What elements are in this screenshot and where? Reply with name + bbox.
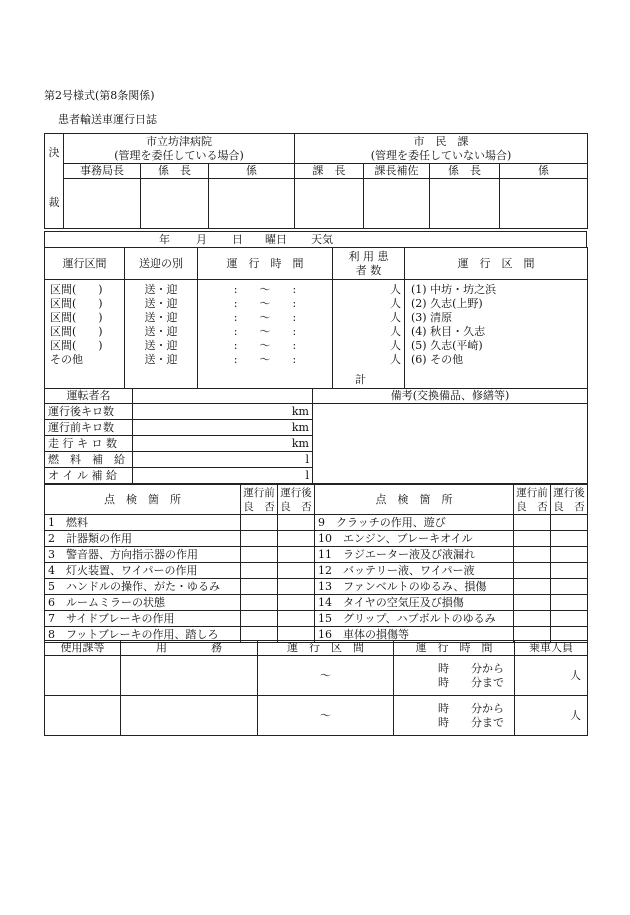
inspection-item: 11 ラジエーター液及び液漏れ bbox=[315, 547, 514, 563]
inspection-item: 1 燃料 bbox=[45, 515, 241, 531]
check-cell[interactable] bbox=[241, 547, 278, 563]
check-cell[interactable] bbox=[278, 531, 315, 547]
before-label: 運行前 bbox=[243, 486, 275, 499]
month-label: 月 bbox=[196, 233, 207, 246]
usage-time-to: 時 分まで bbox=[438, 675, 504, 689]
trip-unit: 人 bbox=[390, 353, 401, 366]
trip-time: : 〜 : bbox=[233, 325, 297, 338]
approval-table bbox=[44, 133, 588, 229]
usage-header-time: 運 行 時 間 bbox=[394, 641, 515, 656]
km-before-label: 運行前キロ数 bbox=[45, 420, 133, 436]
usage-dept-field[interactable] bbox=[45, 656, 121, 696]
usage-time-field[interactable] bbox=[394, 696, 515, 736]
check-cell[interactable] bbox=[241, 579, 278, 595]
route-option: (6) その他 bbox=[411, 353, 464, 366]
trips-patients-col[interactable] bbox=[333, 280, 405, 389]
role-cell: 事務局長 bbox=[64, 164, 141, 179]
trip-time: : 〜 : bbox=[233, 297, 297, 310]
trip-time: : 〜 : bbox=[233, 283, 297, 296]
ketsu-label: 決 bbox=[48, 146, 60, 159]
km-after-field[interactable]: km bbox=[133, 404, 313, 420]
inspection-header-left: 点 検 箇 所 bbox=[45, 485, 241, 515]
check-cell[interactable] bbox=[514, 579, 551, 595]
trip-unit: 人 bbox=[390, 339, 401, 352]
city-header bbox=[295, 134, 588, 164]
trip-unit: 人 bbox=[390, 283, 401, 296]
before-header-right bbox=[514, 485, 551, 515]
hospital-name: 市立坊津病院 bbox=[146, 134, 212, 148]
trips-route-col bbox=[405, 280, 588, 389]
check-cell[interactable] bbox=[278, 579, 315, 595]
before-label: 運行前 bbox=[516, 486, 548, 499]
trip-pickup: 送・迎 bbox=[144, 283, 178, 296]
remarks-label: 備考(交換備品、修繕等) bbox=[313, 389, 588, 404]
trip-section: 区間( ) bbox=[50, 325, 103, 338]
trip-section: 区間( ) bbox=[50, 311, 103, 324]
inspection-item: 6 ルームミラーの状態 bbox=[45, 595, 241, 611]
trip-section: 区間( ) bbox=[50, 297, 103, 310]
city-note: (管理を委任していない場合) bbox=[370, 148, 512, 162]
good-bad-label: 良 否 bbox=[553, 500, 585, 513]
role-cell: 課 長 bbox=[295, 164, 364, 179]
trip-pickup: 送・迎 bbox=[144, 325, 178, 338]
inspection-item: 8 フットブレーキの作用、踏しろ bbox=[45, 627, 241, 643]
check-cell[interactable] bbox=[241, 611, 278, 627]
date-weather-row[interactable] bbox=[45, 232, 587, 248]
trips-table bbox=[44, 247, 588, 389]
seal-box[interactable] bbox=[295, 179, 364, 229]
check-cell[interactable] bbox=[278, 563, 315, 579]
route-option: (3) 清原 bbox=[411, 311, 453, 324]
inspection-item: 2 計器類の作用 bbox=[45, 531, 241, 547]
oil-field[interactable]: l bbox=[133, 468, 313, 484]
trips-header-section: 運行区間 bbox=[45, 248, 125, 280]
good-bad-label: 良 否 bbox=[243, 500, 275, 513]
driver-name-field[interactable] bbox=[133, 389, 313, 404]
usage-purpose-field[interactable] bbox=[121, 656, 258, 696]
check-cell[interactable] bbox=[551, 563, 588, 579]
form-number: 第2号様式(第8条関係) bbox=[44, 89, 155, 102]
check-cell[interactable] bbox=[278, 595, 315, 611]
check-cell[interactable] bbox=[551, 611, 588, 627]
usage-header-section: 運 行 区 間 bbox=[258, 641, 394, 656]
hospital-header bbox=[64, 134, 295, 164]
ketsu-sai-cell bbox=[45, 134, 64, 229]
driver-table bbox=[44, 388, 588, 484]
trip-time: : 〜 : bbox=[233, 339, 297, 352]
check-cell[interactable] bbox=[241, 531, 278, 547]
check-cell[interactable] bbox=[551, 515, 588, 531]
usage-header-purpose: 用 務 bbox=[121, 641, 258, 656]
good-bad-label: 良 否 bbox=[280, 500, 312, 513]
inspection-item: 10 エンジン、ブレーキオイル bbox=[315, 531, 514, 547]
inspection-item: 12 バッテリー液、ワイパー液 bbox=[315, 563, 514, 579]
role-cell: 係 bbox=[209, 164, 295, 179]
trip-unit: 人 bbox=[390, 311, 401, 324]
weather-label: 天気 bbox=[311, 233, 333, 246]
trips-header-patients bbox=[333, 248, 405, 280]
trips-header-patients-line1: 利 用 患 bbox=[348, 249, 389, 263]
check-cell[interactable] bbox=[241, 595, 278, 611]
check-cell[interactable] bbox=[551, 531, 588, 547]
check-cell[interactable] bbox=[278, 515, 315, 531]
inspection-table bbox=[44, 484, 588, 643]
seal-box[interactable] bbox=[64, 179, 141, 229]
good-bad-label: 良 否 bbox=[516, 500, 548, 513]
route-option: (5) 久志(平崎) bbox=[411, 339, 483, 352]
role-cell: 課長補佐 bbox=[364, 164, 430, 179]
trip-time: : 〜 : bbox=[233, 311, 297, 324]
trips-time-col[interactable] bbox=[198, 280, 333, 389]
check-cell[interactable] bbox=[514, 611, 551, 627]
trips-pickup-col[interactable] bbox=[125, 280, 198, 389]
check-cell[interactable] bbox=[514, 595, 551, 611]
trip-section: その他 bbox=[50, 353, 83, 366]
usage-dept-field[interactable] bbox=[45, 696, 121, 736]
role-cell: 係 長 bbox=[141, 164, 209, 179]
usage-riders-field[interactable]: 人 bbox=[515, 656, 588, 696]
check-cell[interactable] bbox=[514, 547, 551, 563]
role-cell: 係 bbox=[500, 164, 588, 179]
form-title: 患者輸送車運行日誌 bbox=[58, 113, 157, 126]
trips-header-time: 運 行 時 間 bbox=[198, 248, 333, 280]
km-driven-label: 走 行 キ ロ 数 bbox=[45, 436, 133, 452]
usage-header-dept: 使用課等 bbox=[45, 641, 121, 656]
seal-box[interactable] bbox=[500, 179, 588, 229]
usage-riders-field[interactable]: 人 bbox=[515, 696, 588, 736]
trip-pickup: 送・迎 bbox=[144, 311, 178, 324]
check-cell[interactable] bbox=[551, 579, 588, 595]
km-driven-field[interactable]: km bbox=[133, 436, 313, 452]
inspection-item: 15 グリップ、ハブボルトのゆるみ bbox=[315, 611, 514, 627]
weekday-label: 曜日 bbox=[265, 233, 287, 246]
check-cell[interactable] bbox=[241, 563, 278, 579]
trip-section: 区間( ) bbox=[50, 283, 103, 296]
date-line bbox=[44, 231, 587, 248]
check-cell[interactable] bbox=[278, 611, 315, 627]
check-cell[interactable] bbox=[514, 531, 551, 547]
trips-header-route: 運 行 区 間 bbox=[405, 248, 588, 280]
inspection-item: 9 クラッチの作用、遊び bbox=[315, 515, 514, 531]
inspection-item: 14 タイヤの空気圧及び損傷 bbox=[315, 595, 514, 611]
inspection-header-right: 点 検 箇 所 bbox=[315, 485, 514, 515]
trip-unit: 人 bbox=[390, 297, 401, 310]
check-cell[interactable] bbox=[278, 547, 315, 563]
inspection-item: 13 ファンベルトのゆるみ、損傷 bbox=[315, 579, 514, 595]
route-option: (1) 中坊・坊之浜 bbox=[411, 283, 497, 296]
inspection-item: 7 サイドブレーキの作用 bbox=[45, 611, 241, 627]
usage-section-field[interactable]: 〜 bbox=[258, 656, 394, 696]
usage-time-from: 時 分から bbox=[438, 661, 504, 675]
trips-total-label: 計 bbox=[355, 373, 366, 386]
check-cell[interactable] bbox=[514, 563, 551, 579]
remarks-field[interactable] bbox=[313, 404, 588, 484]
route-option: (4) 秋目・久志 bbox=[411, 325, 486, 338]
after-header-right bbox=[551, 485, 588, 515]
trip-pickup: 送・迎 bbox=[144, 339, 178, 352]
check-cell[interactable] bbox=[514, 515, 551, 531]
hospital-note: (管理を委任している場合) bbox=[114, 148, 244, 162]
km-after-label: 運行後キロ数 bbox=[45, 404, 133, 420]
inspection-item: 3 警音器、方向指示器の作用 bbox=[45, 547, 241, 563]
trip-time: : 〜 : bbox=[233, 353, 297, 366]
oil-label: オ イ ル 補 給 bbox=[45, 468, 133, 484]
seal-box[interactable] bbox=[209, 179, 295, 229]
after-label: 運行後 bbox=[280, 486, 312, 499]
day-label: 日 bbox=[232, 233, 243, 246]
route-option: (2) 久志(上野) bbox=[411, 297, 483, 310]
trips-section-col[interactable] bbox=[45, 280, 125, 389]
usage-table bbox=[44, 640, 588, 736]
check-cell[interactable] bbox=[241, 515, 278, 531]
year-label: 年 bbox=[159, 233, 170, 246]
trip-unit: 人 bbox=[390, 325, 401, 338]
city-name: 市 民 課 bbox=[413, 134, 469, 148]
km-before-field[interactable]: km bbox=[133, 420, 313, 436]
trip-section: 区間( ) bbox=[50, 339, 103, 352]
after-label: 運行後 bbox=[553, 486, 585, 499]
usage-time-field[interactable] bbox=[394, 656, 515, 696]
seal-box[interactable] bbox=[141, 179, 209, 229]
seal-box[interactable] bbox=[430, 179, 500, 229]
before-header-left bbox=[241, 485, 278, 515]
driver-label: 運転者名 bbox=[45, 389, 133, 404]
usage-purpose-field[interactable] bbox=[121, 696, 258, 736]
trip-pickup: 送・迎 bbox=[144, 353, 178, 366]
fuel-field[interactable]: l bbox=[133, 452, 313, 468]
inspection-item: 16 車体の損傷等 bbox=[315, 627, 514, 643]
seal-box[interactable] bbox=[364, 179, 430, 229]
role-cell: 係 長 bbox=[430, 164, 500, 179]
trip-pickup: 送・迎 bbox=[144, 297, 178, 310]
sai-label: 裁 bbox=[48, 196, 60, 209]
usage-time-from: 時 分から bbox=[438, 701, 504, 715]
usage-time-to: 時 分まで bbox=[438, 715, 504, 729]
usage-header-riders: 乗車人員 bbox=[515, 641, 588, 656]
trips-header-pickup: 送迎の別 bbox=[125, 248, 198, 280]
check-cell[interactable] bbox=[551, 547, 588, 563]
inspection-item: 4 灯火装置、ワイパーの作用 bbox=[45, 563, 241, 579]
trips-header-patients-line2: 者 数 bbox=[355, 263, 382, 277]
inspection-item: 5 ハンドルの操作、がた・ゆるみ bbox=[45, 579, 241, 595]
fuel-label: 燃 料 補 給 bbox=[45, 452, 133, 468]
after-header-left bbox=[278, 485, 315, 515]
usage-section-field[interactable]: 〜 bbox=[258, 696, 394, 736]
check-cell[interactable] bbox=[551, 595, 588, 611]
